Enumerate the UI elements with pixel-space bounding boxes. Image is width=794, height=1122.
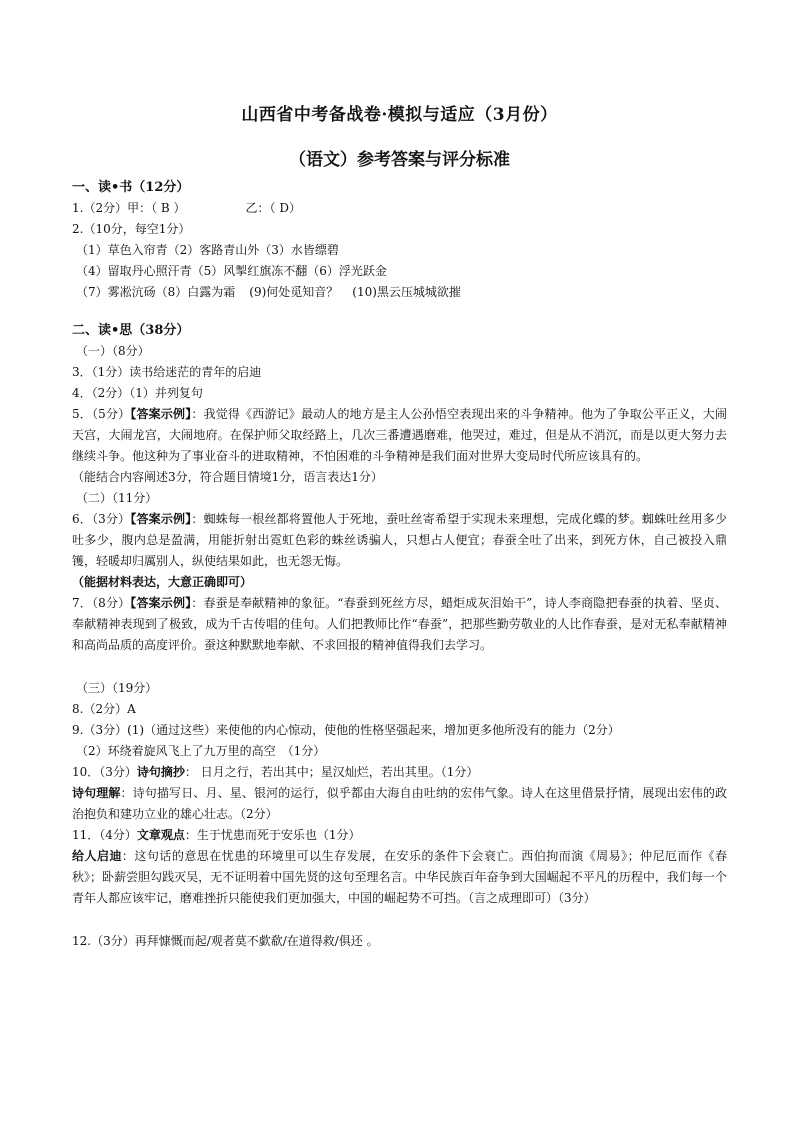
- q10u-text: ：诗句描写日、月、星、银河的运行，似乎都由大海自由吐纳的宏伟气象。诗人在这里借景抒情，展现出宏伟的政治抱负和建功立业的雄心壮志。（2分）: [72, 786, 727, 821]
- answer-line: （1）草色入帘青（2）客路青山外（3）水皆缥碧: [76, 243, 339, 257]
- q5-prefix: 5．（5分）: [72, 407, 131, 421]
- answer-q1: [72, 198, 727, 219]
- answer-line: [72, 282, 727, 303]
- answer-q9: 9.（3分）(1)（通过这些）来使他的内心惊动，使他的性格坚强起来，增加更多他所没有的能力（2分）: [72, 723, 620, 737]
- q6-text: ：蜘蛛每一根丝都将置他人于死地，蚕吐丝寄希望于实现未来理想，完成化蝶的梦。蜘蛛吐丝用多少吐多少，腹内总是盈满，用能折射出霓虹色彩的蛛丝诱骗人，只想占人便宜；春蚕全吐了出来，到死方休，自己被投入鼎镬，轻暖却归厲别人，纵使结果如此，也无怨无悔。: [72, 512, 727, 568]
- section-heading: 二、读•思（38分）: [72, 323, 190, 338]
- answer-q11-inspiration: [72, 846, 727, 909]
- q7-prefix: 7．（8分）: [72, 596, 131, 610]
- page-title: 山西省中考备战卷·模拟与适应（3月份）: [241, 105, 558, 125]
- answer-fragment: (10)黑云压城城欲摧: [352, 285, 461, 299]
- q11-text: ：生于忧患而死于安乐也（1分）: [184, 828, 361, 842]
- q1-answer-b: 乙：（ D）: [245, 201, 301, 215]
- q5-text: ：我觉得《西游记》最动人的地方是主人公孙悟空表现出来的斗争精神。他为了争取公平正义，大闹天宫，大闹龙宫，大闹地府。在保护师父取经路上，几次三番遭遇磨难，他哭过，难过，但是从不消沉，而是以更大努力去继续斗争。他这种为了事业奋斗的进取精神，不怕困难的斗争精神是我们面对世界大变局时代所应该具有的。: [72, 407, 727, 463]
- scoring-note: （能结合内容阐述3分，符合题目情境1分，语言表达1分）: [72, 470, 383, 484]
- answer-q6: [72, 509, 727, 572]
- answer-q3: 3．（1分）读书给迷茫的青年的启迪: [72, 365, 262, 379]
- answer-q12: 12.（3分）再拜慷慨而起/观者莫不歔欷/在道得救/俱还 。: [72, 934, 379, 948]
- part-heading: （三）（19分）: [76, 681, 158, 695]
- answer-line: （4）留取丹心照汗青（5）风掣红旗冻不翻（6）浮光跃金: [76, 264, 387, 278]
- answer-fragment: （7）雾凇沆砀（8）白露为霜: [76, 285, 236, 299]
- answer-q11: [72, 825, 727, 846]
- q11-tag: 文章观点: [136, 828, 185, 842]
- scoring-note: （能据材料表达，大意正确即可）: [72, 575, 253, 589]
- answer-q10-understanding: [72, 783, 727, 825]
- q11-prefix: 11．（4分）: [72, 828, 137, 842]
- answer-example-tag: 【答案示例】: [130, 596, 192, 610]
- q11g-tag: 给人启迪: [72, 849, 122, 863]
- answer-fragment: (9)何处觅知音？: [249, 285, 339, 299]
- q10-text: ： 日月之行，若出其中；星汉灿烂，若出其里。（1分）: [184, 765, 479, 779]
- q1-prefix: 1.（2分）: [72, 201, 128, 215]
- page-subtitle: （语文）参考答案与评分标准: [289, 150, 510, 170]
- section-heading: 一、读•书（12分）: [72, 180, 190, 195]
- answer-example-tag: 【答案示例】: [130, 512, 192, 526]
- q10-prefix: 10．（3分）: [72, 765, 137, 779]
- q11g-text: ：这句话的意思在忧患的环境里可以生存发展，在安乐的条件下会衰亡。西伯拘而演《周易》；仲尼厄而作《春秋》；卧薪尝胆勾践灭吴，无不证明着中国先贤的这句至理名言。中华民族百年奋争到大国崛起不平凡的历程中，我们每一个青年人都应该牢记，磨难挫折只能使我们更加强大，中国的崛起势不可挡。（言之成理即可）（3分）: [72, 849, 727, 905]
- q10u-tag: 诗句理解: [72, 786, 121, 800]
- answer-q7: [72, 593, 727, 656]
- answer-q4: 4．（2分）（1）并列复句: [72, 386, 203, 400]
- answer-q9-part2: （2）环绕着旋风飞上了九万里的高空 （1分）: [76, 744, 326, 758]
- q6-prefix: 6．（3分）: [72, 512, 131, 526]
- part-heading: （一）（8分）: [76, 344, 150, 358]
- q7-text: ：春蚕是奉献精神的象征。“春蚕到死丝方尽，蜡炬成灰泪始干”，诗人李商隐把春蚕的执着、坚贞、奉献精神表现到了极致，成为千古传唱的佳句。人们把教师比作“春蚕”，把那些勤劳敬业的人比作春蚕，是对无私奉献精神和高尚品质的高度评价。蚕这种默默地奉献、不求回报的精神值得我们去学习。: [72, 596, 727, 652]
- q1-answer-a: 甲：（ B ）: [127, 201, 186, 215]
- answer-example-tag: 【答案示例】: [130, 407, 192, 421]
- q10-tag: 诗句摘抄: [136, 765, 185, 779]
- answer-q5: [72, 404, 727, 467]
- part-heading: （二）（11分）: [76, 491, 158, 505]
- answer-q8: 8.（2分）A: [72, 702, 136, 716]
- answer-q2: 2.（10分，每空1分）: [72, 222, 191, 236]
- answer-q10: [72, 762, 727, 783]
- answer-sheet: [72, 100, 727, 952]
